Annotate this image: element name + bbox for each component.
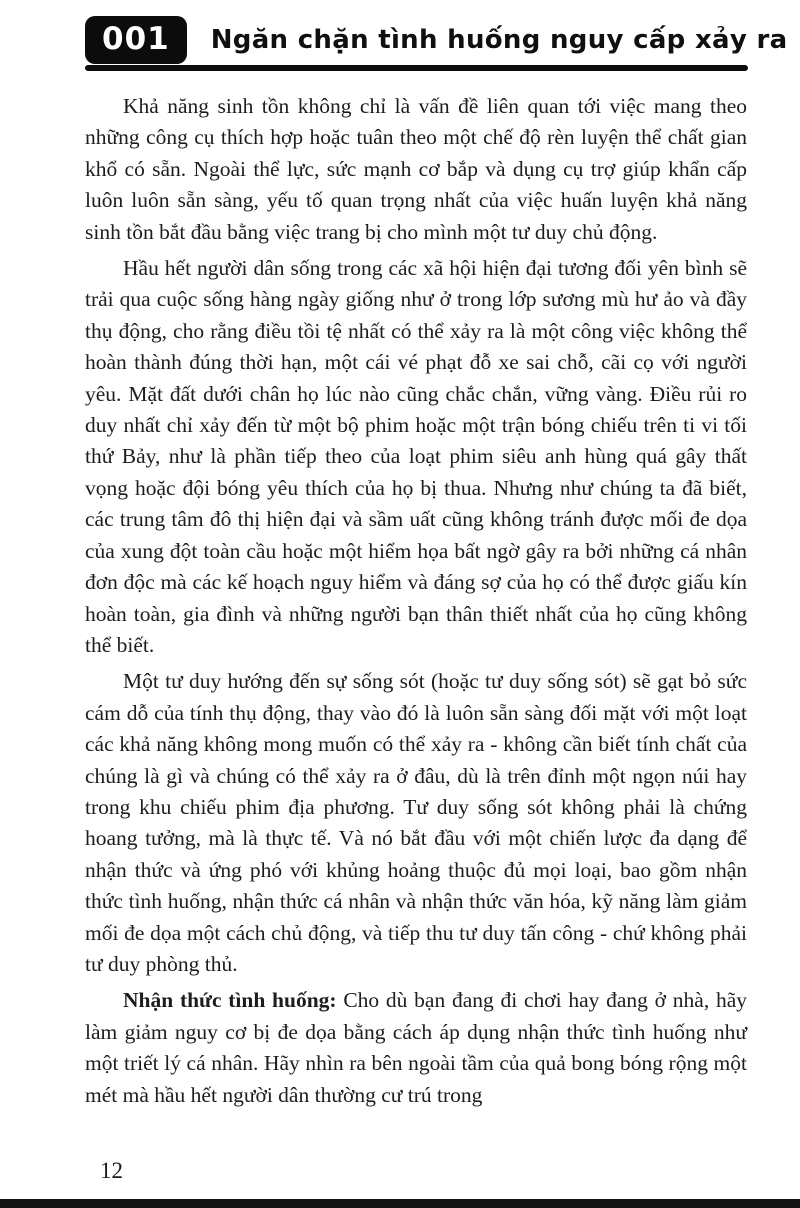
header-rule (85, 65, 748, 71)
page-bottom-edge (0, 1199, 800, 1208)
paragraph: Một tư duy hướng đến sự sống sót (hoặc tư duy sống sót) sẽ gạt bỏ sức cám dỗ của tính thụ động, thay vào đó là luôn sẵn sàng đối mặt với một loạt các khả năng không mong muốn có thể xảy ra - không cần biết tính chất của chúng là gì và chúng có thể xảy ra ở đâu, dù là trên đỉnh một ngọn núi hay trong khu chiếu phim địa phương. Tư duy sống sót không phải là chứng hoang tưởng, mà là thực tế. Và nó bắt đầu với một chiến lược đa dạng để nhận thức và ứng phó với khủng hoảng thuộc đủ mọi loại, bao gồm nhận thức tình huống, nhận thức cá nhân và nhận thức văn hóa, kỹ năng làm giảm mối đe dọa một cách chủ động, và tiếp thu tư duy tấn công - chứ không phải tư duy phòng thủ. (85, 669, 747, 976)
paragraph-bold-lead: Nhận thức tình huống: (123, 988, 337, 1013)
chapter-number-badge: 001 (85, 16, 187, 64)
body-text (85, 91, 747, 1116)
paragraph: Khả năng sinh tồn không chỉ là vấn đề liên quan tới việc mang theo những công cụ thích hợp hoặc tuân theo một chế độ rèn luyện thể chất gian khổ có sẵn. Ngoài thể lực, sức mạnh cơ bắp và dụng cụ trợ giúp khẩn cấp luôn luôn sẵn sàng, yếu tố quan trọng nhất của việc huấn luyện khả năng sinh tồn bắt đầu bằng việc trang bị cho mình một tư duy chủ động. (85, 94, 747, 244)
chapter-title: Ngăn chặn tình huống nguy cấp xảy ra (210, 25, 788, 55)
paragraph: Hầu hết người dân sống trong các xã hội hiện đại tương đối yên bình sẽ trải qua cuộc sống hàng ngày giống như ở trong lớp sương mù hư ảo và đầy thụ động, cho rằng điều tồi tệ nhất có thể xảy ra là một công việc không thể hoàn thành đúng thời hạn, một cái vé phạt đỗ xe sai chỗ, cãi cọ với người yêu. Mặt đất dưới chân họ lúc nào cũng chắc chắn, vững vàng. Điều rủi ro duy nhất chỉ xảy đến từ một bộ phim hoặc một trận bóng chiếu trên ti vi tối thứ Bảy, như là phần tiếp theo của loạt phim siêu anh hùng quá gây thất vọng hoặc đội bóng yêu thích của họ bị thua. Nhưng như chúng ta đã biết, các trung tâm đô thị hiện đại và sầm uất cũng không tránh được mối đe dọa của xung đột toàn cầu hoặc một hiểm họa bất ngờ gây ra bởi những cá nhân đơn độc mà các kế hoạch nguy hiểm và đáng sợ của họ có thể được giấu kín hoàn toàn, gia đình và những người bạn thân thiết nhất của họ cũng không thể biết. (85, 256, 747, 657)
page-number: 12 (100, 1158, 123, 1183)
paragraph: Nhận thức tình huống: Cho dù bạn đang đi chơi hay đang ở nhà, hãy làm giảm nguy cơ bị đe dọa bằng cách áp dụng nhận thức tình huống như một triết lý cá nhân. Hãy nhìn ra bên ngoài tầm của quả bong bóng rộng một mét mà hầu hết người dân thường cư trú trong (85, 988, 747, 1107)
chapter-header (85, 16, 788, 64)
